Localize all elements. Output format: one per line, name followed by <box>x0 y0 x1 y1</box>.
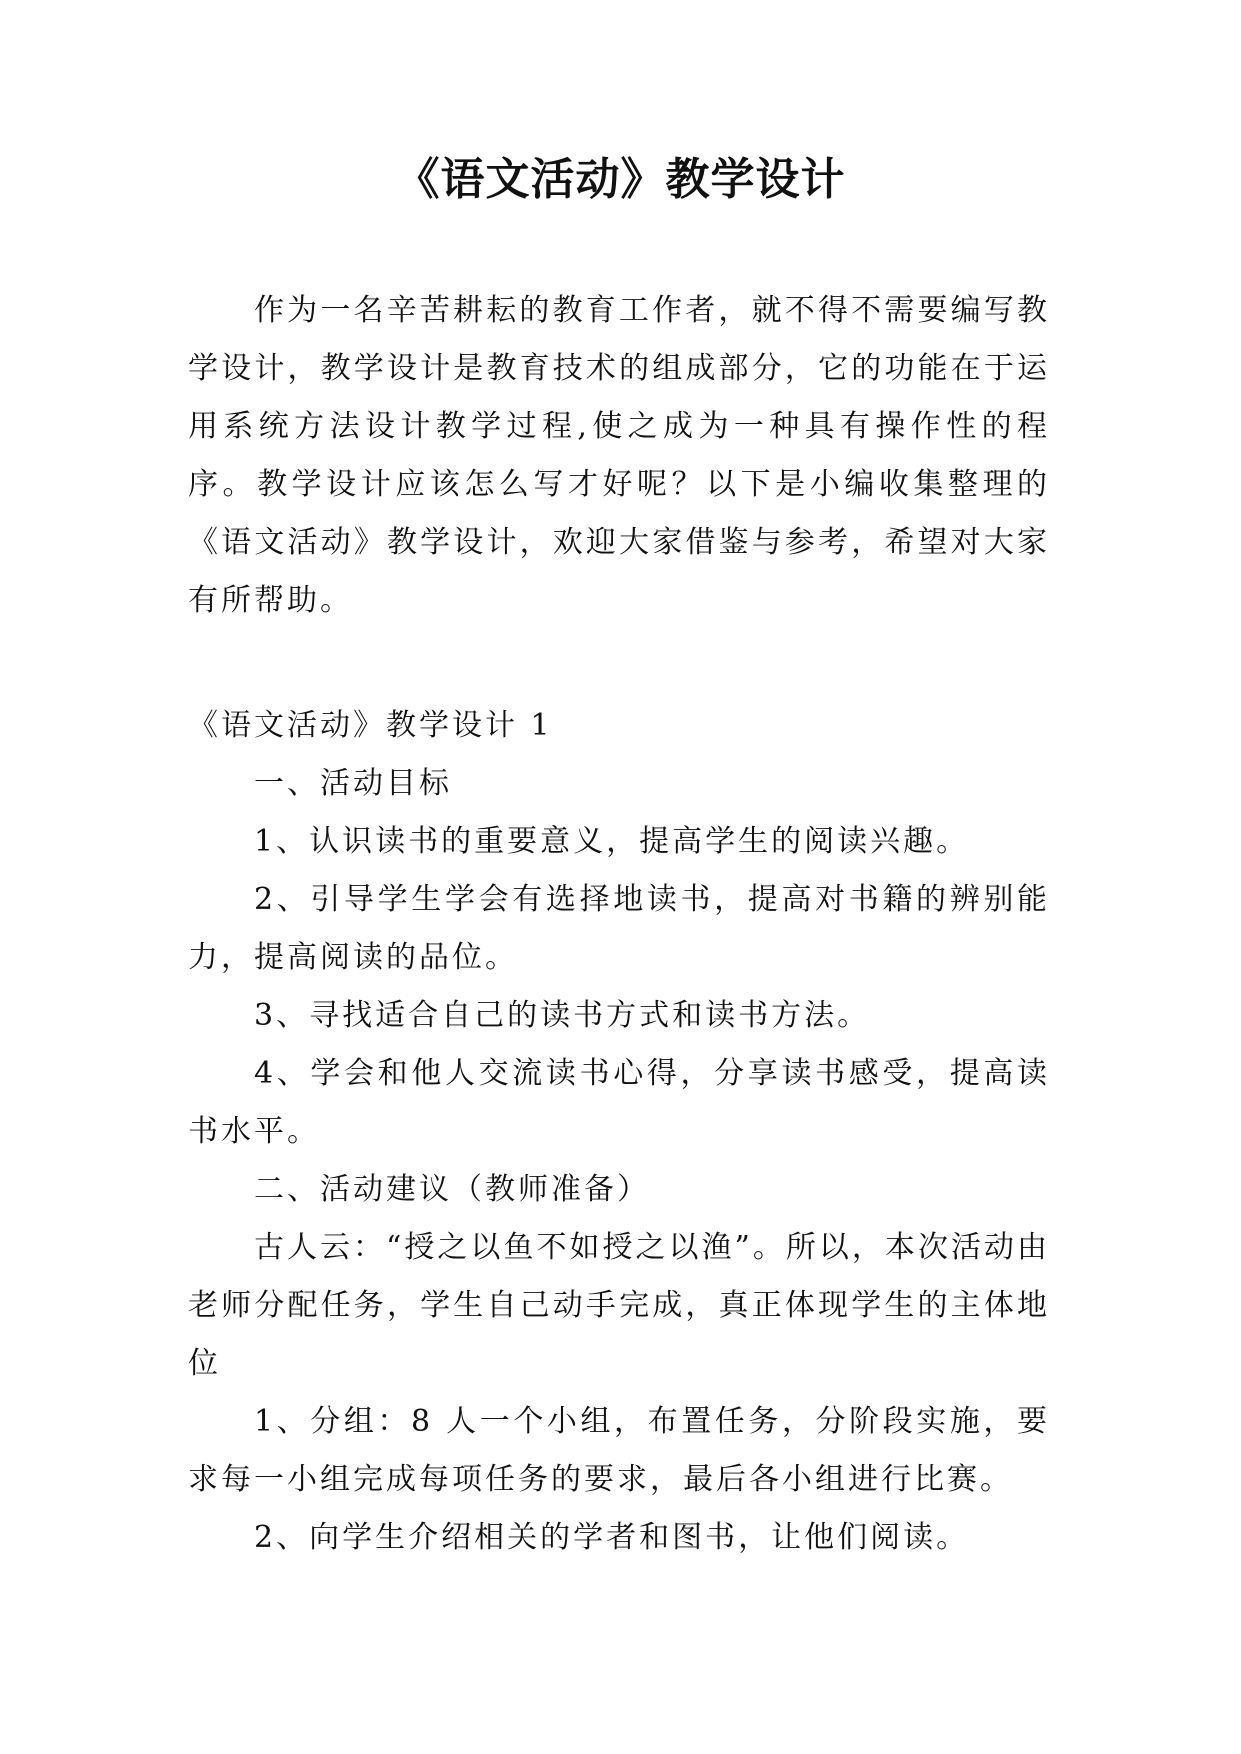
section-paragraph: 古人云：“授之以鱼不如授之以渔”。所以，本次活动由老师分配任务，学生自己动手完成，真正体现学生的主体地位 <box>188 1230 1050 1381</box>
section-heading: 《语文活动》教学设计 1 <box>188 708 553 743</box>
section-paragraph: 二、活动建议（教师准备） <box>254 1172 650 1207</box>
section-1 <box>188 697 1050 1567</box>
intro-paragraph: 作为一名辛苦耕耘的教育工作者，就不得不需要编写教学设计，教学设计是教育技术的组成部分，它的功能在于运用系统方法设计教学过程,使之成为一种具有操作性的程序。教学设计应该怎么写才好呢？以下是小编收集整理的《语文活动》教学设计，欢迎大家借鉴与参考，希望对大家有所帮助。 <box>188 293 1050 618</box>
document-title: 《语文活动》教学设计 <box>395 154 846 205</box>
intro-section <box>188 282 1050 630</box>
section-paragraph: 1、分组：8 人一个小组，布置任务，分阶段实施，要求每一小组完成每项任务的要求，最后各小组进行比赛。 <box>188 1404 1050 1497</box>
section-paragraph: 3、寻找适合自己的读书方式和读书方法。 <box>254 998 871 1033</box>
section-paragraph: 2、引导学生学会有选择地读书，提高对书籍的辨别能力，提高阅读的品位。 <box>188 882 1050 975</box>
section-paragraph: 一、活动目标 <box>254 766 452 801</box>
section-paragraph: 2、向学生介绍相关的学者和图书，让他们阅读。 <box>254 1520 970 1555</box>
section-paragraph: 4、学会和他人交流读书心得，分享读书感受，提高读书水平。 <box>188 1056 1050 1149</box>
section-paragraph: 1、认识读书的重要意义，提高学生的阅读兴趣。 <box>254 824 970 859</box>
